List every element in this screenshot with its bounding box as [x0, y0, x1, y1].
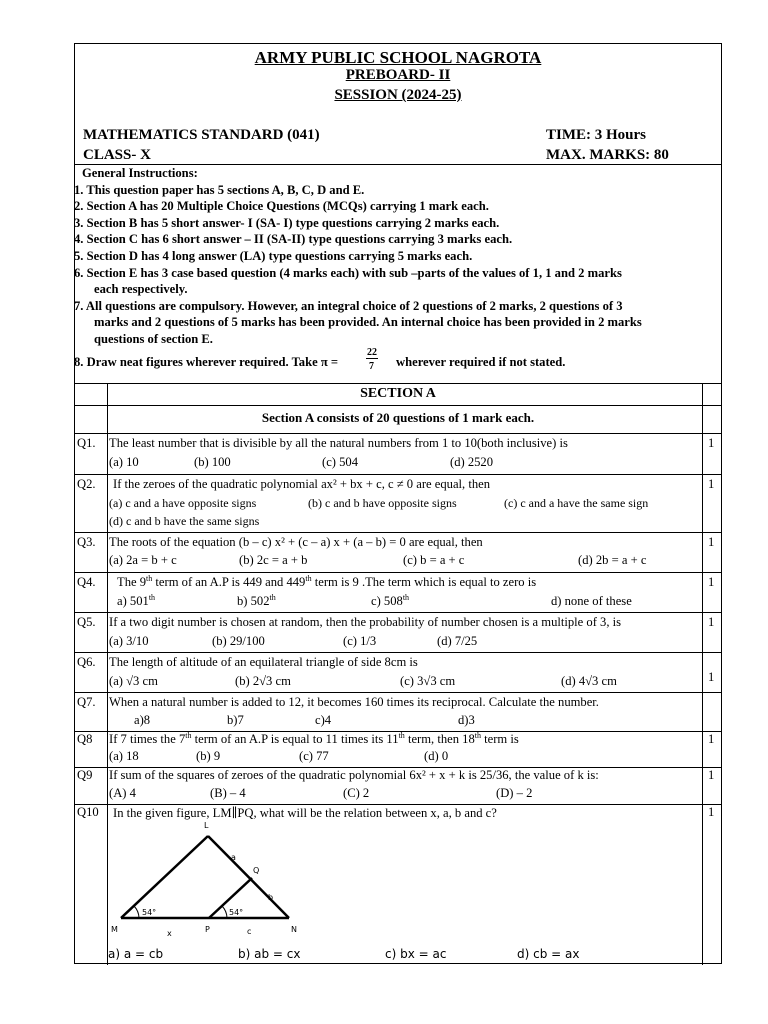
section-title: SECTION A [360, 386, 436, 401]
question-row: Q5. If a two digit number is chosen at random, then the probability of number chosen is a multiple of 3, is 1 (a) 3/10 (b) 29/100 (c) 1/3 (d) 7/25 [77, 615, 715, 648]
instruction-item: 6. Section E has 3 case based question (4 marks each) with sub –parts of the values of 1, 1 and 2 marks [74, 265, 622, 280]
instruction-item: questions of section E. [94, 331, 213, 346]
question-text: The 9th term of an A.P is 449 and 449th term is 9 .The term which is equal to zero is [117, 573, 537, 589]
school-name: ARMY PUBLIC SCHOOL NAGROTA [254, 48, 542, 67]
question-text: If sum of the squares of zeroes of the quadratic polynomial 6x² + x + k is 25/36, the value of k is: [109, 768, 599, 782]
label-c: c [247, 927, 252, 936]
exam-name: PREBOARD- II [345, 67, 451, 83]
instruction-item: 3. Section B has 5 short answer- I (SA- I) type questions carrying 2 marks each. [74, 215, 500, 230]
label-L: L [204, 821, 209, 830]
angle-M: 54° [142, 908, 157, 917]
question-paper [74, 43, 722, 964]
angle-P: 54° [229, 908, 244, 917]
label-P: P [205, 925, 210, 934]
label-M: M [111, 925, 118, 934]
marks: 1 [708, 436, 715, 450]
session: SESSION (2024-25) [334, 87, 462, 103]
instruction-item: 7. All questions are compulsory. However, an integral choice of 2 questions of 2 marks, 2 questions of 3 [74, 298, 623, 313]
question-row: Q6. The length of altitude of an equilateral triangle of side 8cm is 1 (a) √3 cm (b) 2√3 cm (c) 3√3 cm (d) 4√3 cm [77, 655, 715, 688]
pi-numerator: 22 [367, 346, 377, 358]
instruction-item: marks and 2 questions of 5 marks has been provided. An internal choice has been provided in 2 marks [94, 315, 642, 330]
question-row: Q1. The least number that is divisible by all the natural numbers from 1 to 10(both inclusive) is 1 (a) 10 (b) 100 (c) 504 (d) 2520 [77, 436, 715, 469]
subject: MATHEMATICS STANDARD (041) [83, 127, 320, 143]
question-row: Q3. The roots of the equation (b – c) x² + (c – a) x + (a – b) = 0 are equal, then 1 (a) 2a = b + c (b) 2c = a + b (c) b = a + c (d) 2b = a + c [77, 535, 715, 567]
general-instructions [74, 165, 719, 372]
marks: 1 [708, 477, 715, 491]
instruction-item: 5. Section D has 4 long answer (LA) type questions carrying 5 marks each. [74, 248, 473, 263]
marks: 1 [708, 805, 715, 819]
class: CLASS- X [83, 147, 151, 163]
marks: 1 [708, 670, 715, 684]
time: TIME: 3 Hours [546, 127, 647, 143]
instruction-item: 1. This question paper has 5 sections A, B, C, D and E. [74, 182, 365, 197]
question-row: Q9 If sum of the squares of zeroes of the quadratic polynomial 6x² + x + k is 25/36, the value of k is: 1 (A) 4 (B) – 4 (C) 2 (D) – 2 [77, 768, 715, 800]
question-row: Q7. When a natural number is added to 12, it becomes 160 times its reciprocal. Calculate the number. a)8 b)7 c)4 d)3 [77, 695, 599, 727]
instruction-item: each respectively. [94, 282, 188, 297]
marks: 1 [708, 535, 715, 549]
label-b: b [268, 893, 274, 902]
question-row: Q8 If 7 times the 7th term of an A.P is equal to 11 times its 11th term, then 18th term is 1 (a) 18 (b) 9 (c) 77 (d) 0 [77, 730, 715, 763]
marks: 1 [708, 575, 715, 589]
label-x: x [167, 929, 172, 938]
max-marks: MAX. MARKS: 80 [546, 147, 669, 163]
triangle-figure [109, 818, 309, 940]
label-Q: Q [253, 866, 260, 875]
question-text: If the zeroes of the quadratic polynomial ax² + bx + c, c ≠ 0 are equal, then [113, 477, 491, 491]
question-text: In the given figure, LM∥PQ, what will be the relation between x, a, b and c? [113, 806, 497, 820]
question-row: Q4. The 9th term of an A.P is 449 and 449th term is 9 .The term which is equal to zero is 1 a) 501th b) 502th c) 508th d) none of these [77, 573, 715, 608]
section-subtitle: Section A consists of 20 questions of 1 mark each. [261, 410, 535, 425]
instructions-title: General Instructions: [82, 166, 198, 180]
question-row: Q2. If the zeroes of the quadratic polynomial ax² + bx + c, c ≠ 0 are equal, then 1 (a) c and a have opposite signs (b) c and b have opposite signs (c) c and a have the same sign (d) c and b have the same signs [77, 477, 715, 528]
marks: 1 [708, 615, 715, 629]
question-text: The length of altitude of an equilateral triangle of side 8cm is [109, 655, 418, 669]
question-text: If a two digit number is chosen at random, then the probability of number chosen is a multiple of 3, is [109, 615, 622, 629]
divider [75, 383, 721, 384]
pi-denominator: 7 [369, 360, 374, 372]
label-N: N [291, 925, 297, 934]
marks: 1 [708, 768, 715, 782]
question-row: Q10 In the given figure, LM∥PQ, what will be the relation between x, a, b and c? 1 L M P Q N a b c x 54° 54° a) a = cb b) ab = cx c) bx = ac d) cb = ax [77, 805, 715, 961]
instruction-item-pi: 8. Draw neat figures wherever required. Take π = 22 7 wherever required if not stated. [74, 346, 566, 372]
marks: 1 [708, 732, 715, 746]
question-text: If 7 times the 7th term of an A.P is equal to 11 times its 11th term, then 18th term is [109, 730, 519, 746]
instruction-item: 2. Section A has 20 Multiple Choice Questions (MCQs) carrying 1 mark each. [74, 199, 489, 214]
label-a: a [231, 853, 236, 862]
instruction-item: 4. Section C has 6 short answer – II (SA-II) type questions carrying 3 marks each. [74, 232, 513, 247]
question-text: The roots of the equation (b – c) x² + (c – a) x + (a – b) = 0 are equal, then [109, 535, 483, 549]
question-text: When a natural number is added to 12, it becomes 160 times its reciprocal. Calculate the number. [109, 695, 599, 709]
question-text: The least number that is divisible by all the natural numbers from 1 to 10(both inclusive) is [109, 436, 568, 450]
divider [75, 405, 721, 406]
